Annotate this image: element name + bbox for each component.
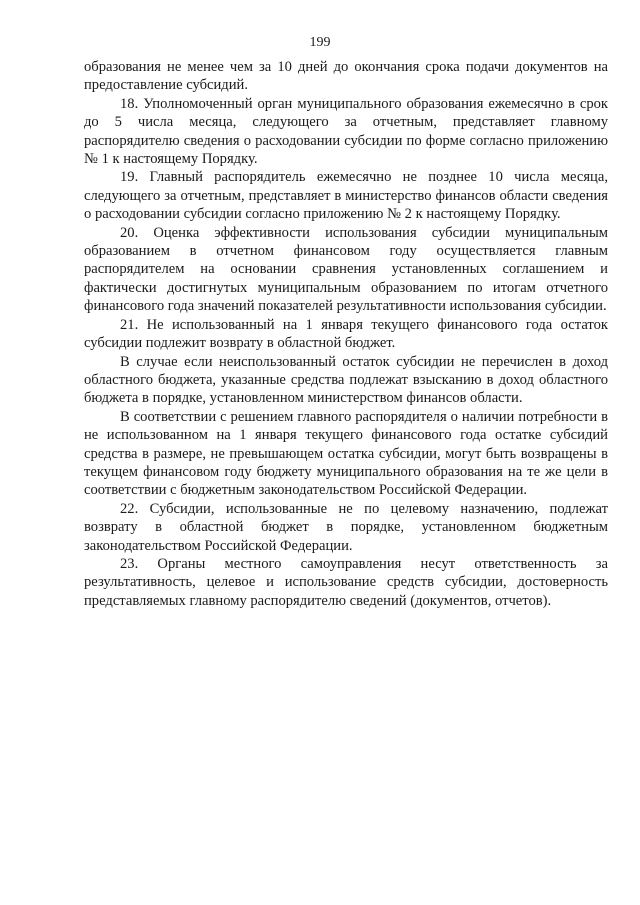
- paragraph-item-21-recovery: В случае если неиспользованный остаток субсидии не перечислен в доход областного бюджета, указанные средства подлежат взысканию в доход областного бюджета в порядке, установленном министерством финансов области.: [84, 353, 608, 407]
- paragraph-item-21-return: В соответствии с решением главного распорядителя о наличии потребности в не использованном на 1 января текущего финансового года остатке субсидий средства в размере, не превышающем остатка субсидии, могут быть возвращены в текущем финансовом году бюджету муниципального образования на те же цели в соответствии с бюджетным законодательством Российской Федерации.: [84, 408, 608, 499]
- paragraph-item-18: 18. Уполномоченный орган муниципального образования ежемесячно в срок до 5 числа месяца, следующего за отчетным, представляет главному распорядителю сведения о расходовании субсидии по форме согласно приложению № 1 к настоящему Порядку.: [84, 95, 608, 168]
- paragraph-item-22: 22. Субсидии, использованные не по целевому назначению, подлежат возврату в областной бюджет в порядке, установленном бюджетным законодательством Российской Федерации.: [84, 500, 608, 554]
- paragraph-continuation: образования не менее чем за 10 дней до окончания срока подачи документов на предоставление субсидий.: [84, 59, 608, 94]
- paragraph-item-20: 20. Оценка эффективности использования субсидии муниципальным образованием в отчетном финансовом году осуществляется главным распорядителем на основании сравнения установленных соглашением и фактически достигнутых муниципальным образованием по итогам отчетного финансового года значений показателей результативности использования субсидии.: [84, 224, 608, 315]
- document-body: [84, 58, 608, 610]
- paragraph-item-23: 23. Органы местного самоуправления несут ответственность за результативность, целевое и использование средств субсидии, достоверность представляемых главному распорядителю сведений (документов, отчетов).: [84, 555, 608, 609]
- page-number: 199: [309, 35, 331, 50]
- paragraph-item-19: 19. Главный распорядитель ежемесячно не позднее 10 числа месяца, следующего за отчетным, представляет в министерство финансов области сведения о расходовании субсидии согласно приложению № 2 к настоящему Порядку.: [84, 169, 608, 223]
- paragraph-item-21: 21. Не использованный на 1 января текущего финансового года остаток субсидии подлежит возврату в областной бюджет.: [84, 316, 608, 352]
